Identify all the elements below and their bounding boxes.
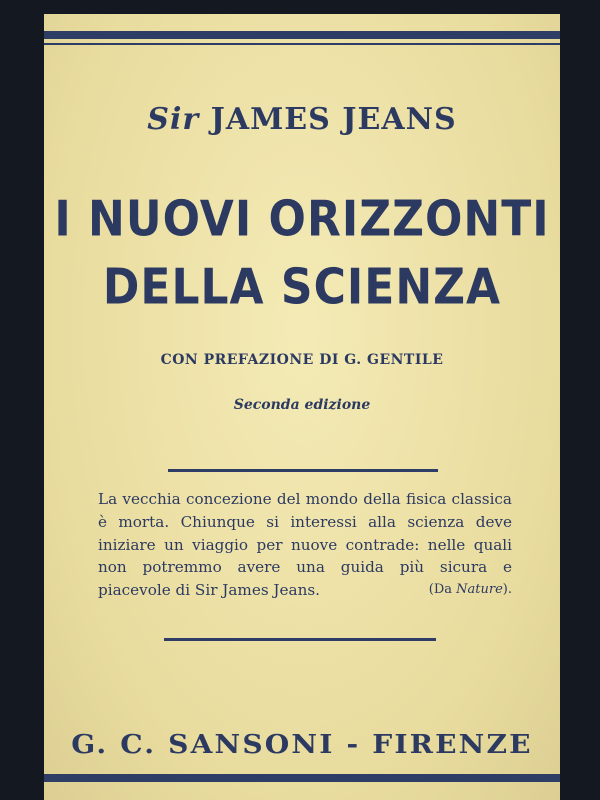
publisher-line: G. C. SANSONI - FIRENZE (71, 730, 533, 760)
top-border-thin-rule (44, 43, 560, 45)
edition-line: Seconda edizione (233, 397, 371, 413)
quote-source-close: ). (502, 582, 512, 598)
book-cover (44, 14, 560, 800)
title-line-2: DELLA SCIENZA (102, 258, 502, 317)
lower-divider (164, 638, 436, 641)
quote-source-name: Nature (456, 582, 503, 598)
upper-divider (168, 469, 438, 472)
author-name: JAMES JEANS (210, 102, 457, 137)
bottom-border-rule (44, 774, 560, 782)
quote-text: La vecchia concezione del mondo della fisica classica è morta. Chiunque si interessi alla scienza deve iniziare un viaggio per nuove contrade: nelle quali non potremmo avere una guida più sicura e piacevole di Sir James Jeans. (98, 490, 512, 600)
author-line (44, 102, 560, 137)
quote-source (429, 579, 512, 602)
preface-line: CON PREFAZIONE DI G. GENTILE (160, 352, 444, 368)
top-border-rule (44, 31, 560, 39)
author-prefix: Sir (147, 102, 200, 137)
quote-source-open: (Da (428, 582, 457, 598)
title-line-1: I NUOVI ORIZZONTI (54, 190, 550, 249)
blurb-quote (98, 488, 512, 602)
